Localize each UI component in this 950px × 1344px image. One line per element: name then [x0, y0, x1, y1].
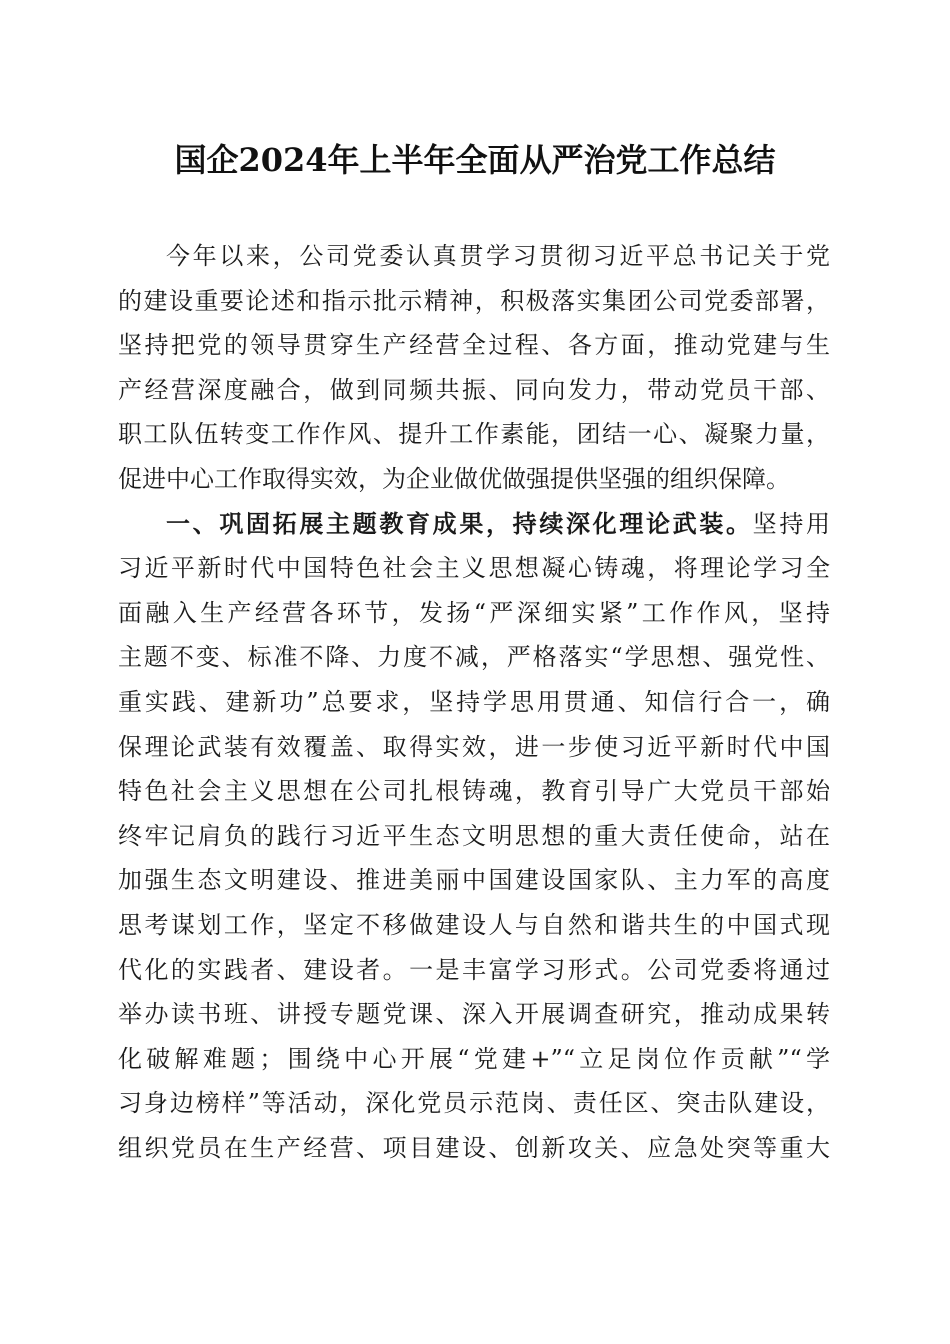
document-body — [118, 234, 830, 1170]
text-line: 职工队伍转变工作作风、提升工作素能，团结一心、凝聚力量， — [118, 420, 830, 449]
text-line: 终牢记肩负的践行习近平生态文明思想的重大责任使命，站在 — [118, 821, 830, 850]
text-line: 今年以来，公司党委认真贯学习贯彻习近平总书记关于党 — [166, 242, 830, 270]
section-heading-continuation: 坚持用 — [752, 509, 831, 538]
section-heading: 一、巩固拓展主题教育成果，持续深化理论武装。 — [166, 508, 753, 538]
text-line: 组织党员在生产经营、项目建设、创新攻关、应急处突等重大 — [118, 1133, 830, 1162]
paragraph-intro — [118, 234, 830, 502]
text-line: 坚持把党的领导贯穿生产经营全过程、各方面，推动党建与生 — [118, 331, 830, 360]
text-line: 举办读书班、讲授专题党课、深入开展调查研究，推动成果转 — [118, 1000, 830, 1029]
text-line: 加强生态文明建设、推进美丽中国建设国家队、主力军的高度 — [118, 866, 830, 895]
text-line: 习近平新时代中国特色社会主义思想凝心铸魂，将理论学习全 — [118, 554, 830, 583]
text-line: 促进中心工作取得实效，为企业做优做强提供坚强的组织保障。 — [118, 464, 790, 493]
paragraph-section-1 — [118, 502, 830, 1171]
text-line: 产经营深度融合，做到同频共振、同向发力，带动党员干部、 — [118, 375, 830, 404]
text-line: 的建设重要论述和指示批示精神，积极落实集团公司党委部署， — [118, 286, 830, 315]
text-line: 特色社会主义思想在公司扎根铸魂，教育引导广大党员干部始 — [118, 777, 830, 806]
text-line: 重实践、建新功”总要求，坚持学思用贯通、知信行合一，确 — [118, 687, 830, 716]
text-line: 思考谋划工作，坚定不移做建设人与自然和谐共生的中国式现 — [118, 910, 830, 939]
text-line: 化破解难题；围绕中心开展“党建+”“立足岗位作贡献”“学 — [118, 1044, 830, 1073]
text-line: 主题不变、标准不降、力度不减，严格落实“学思想、强党性、 — [118, 643, 830, 672]
text-line: 面融入生产经营各环节，发扬“严深细实紧”工作作风，坚持 — [118, 598, 830, 627]
text-line: 代化的实践者、建设者。一是丰富学习形式。公司党委将通过 — [118, 955, 830, 984]
text-line — [118, 502, 830, 547]
document-title: 国企2024年上半年全面从严治党工作总结 — [174, 141, 776, 179]
text-line: 习身边榜样”等活动，深化党员示范岗、责任区、突击队建设， — [118, 1089, 830, 1118]
text-line: 保理论武装有效覆盖、取得实效，进一步使习近平新时代中国 — [118, 732, 830, 761]
